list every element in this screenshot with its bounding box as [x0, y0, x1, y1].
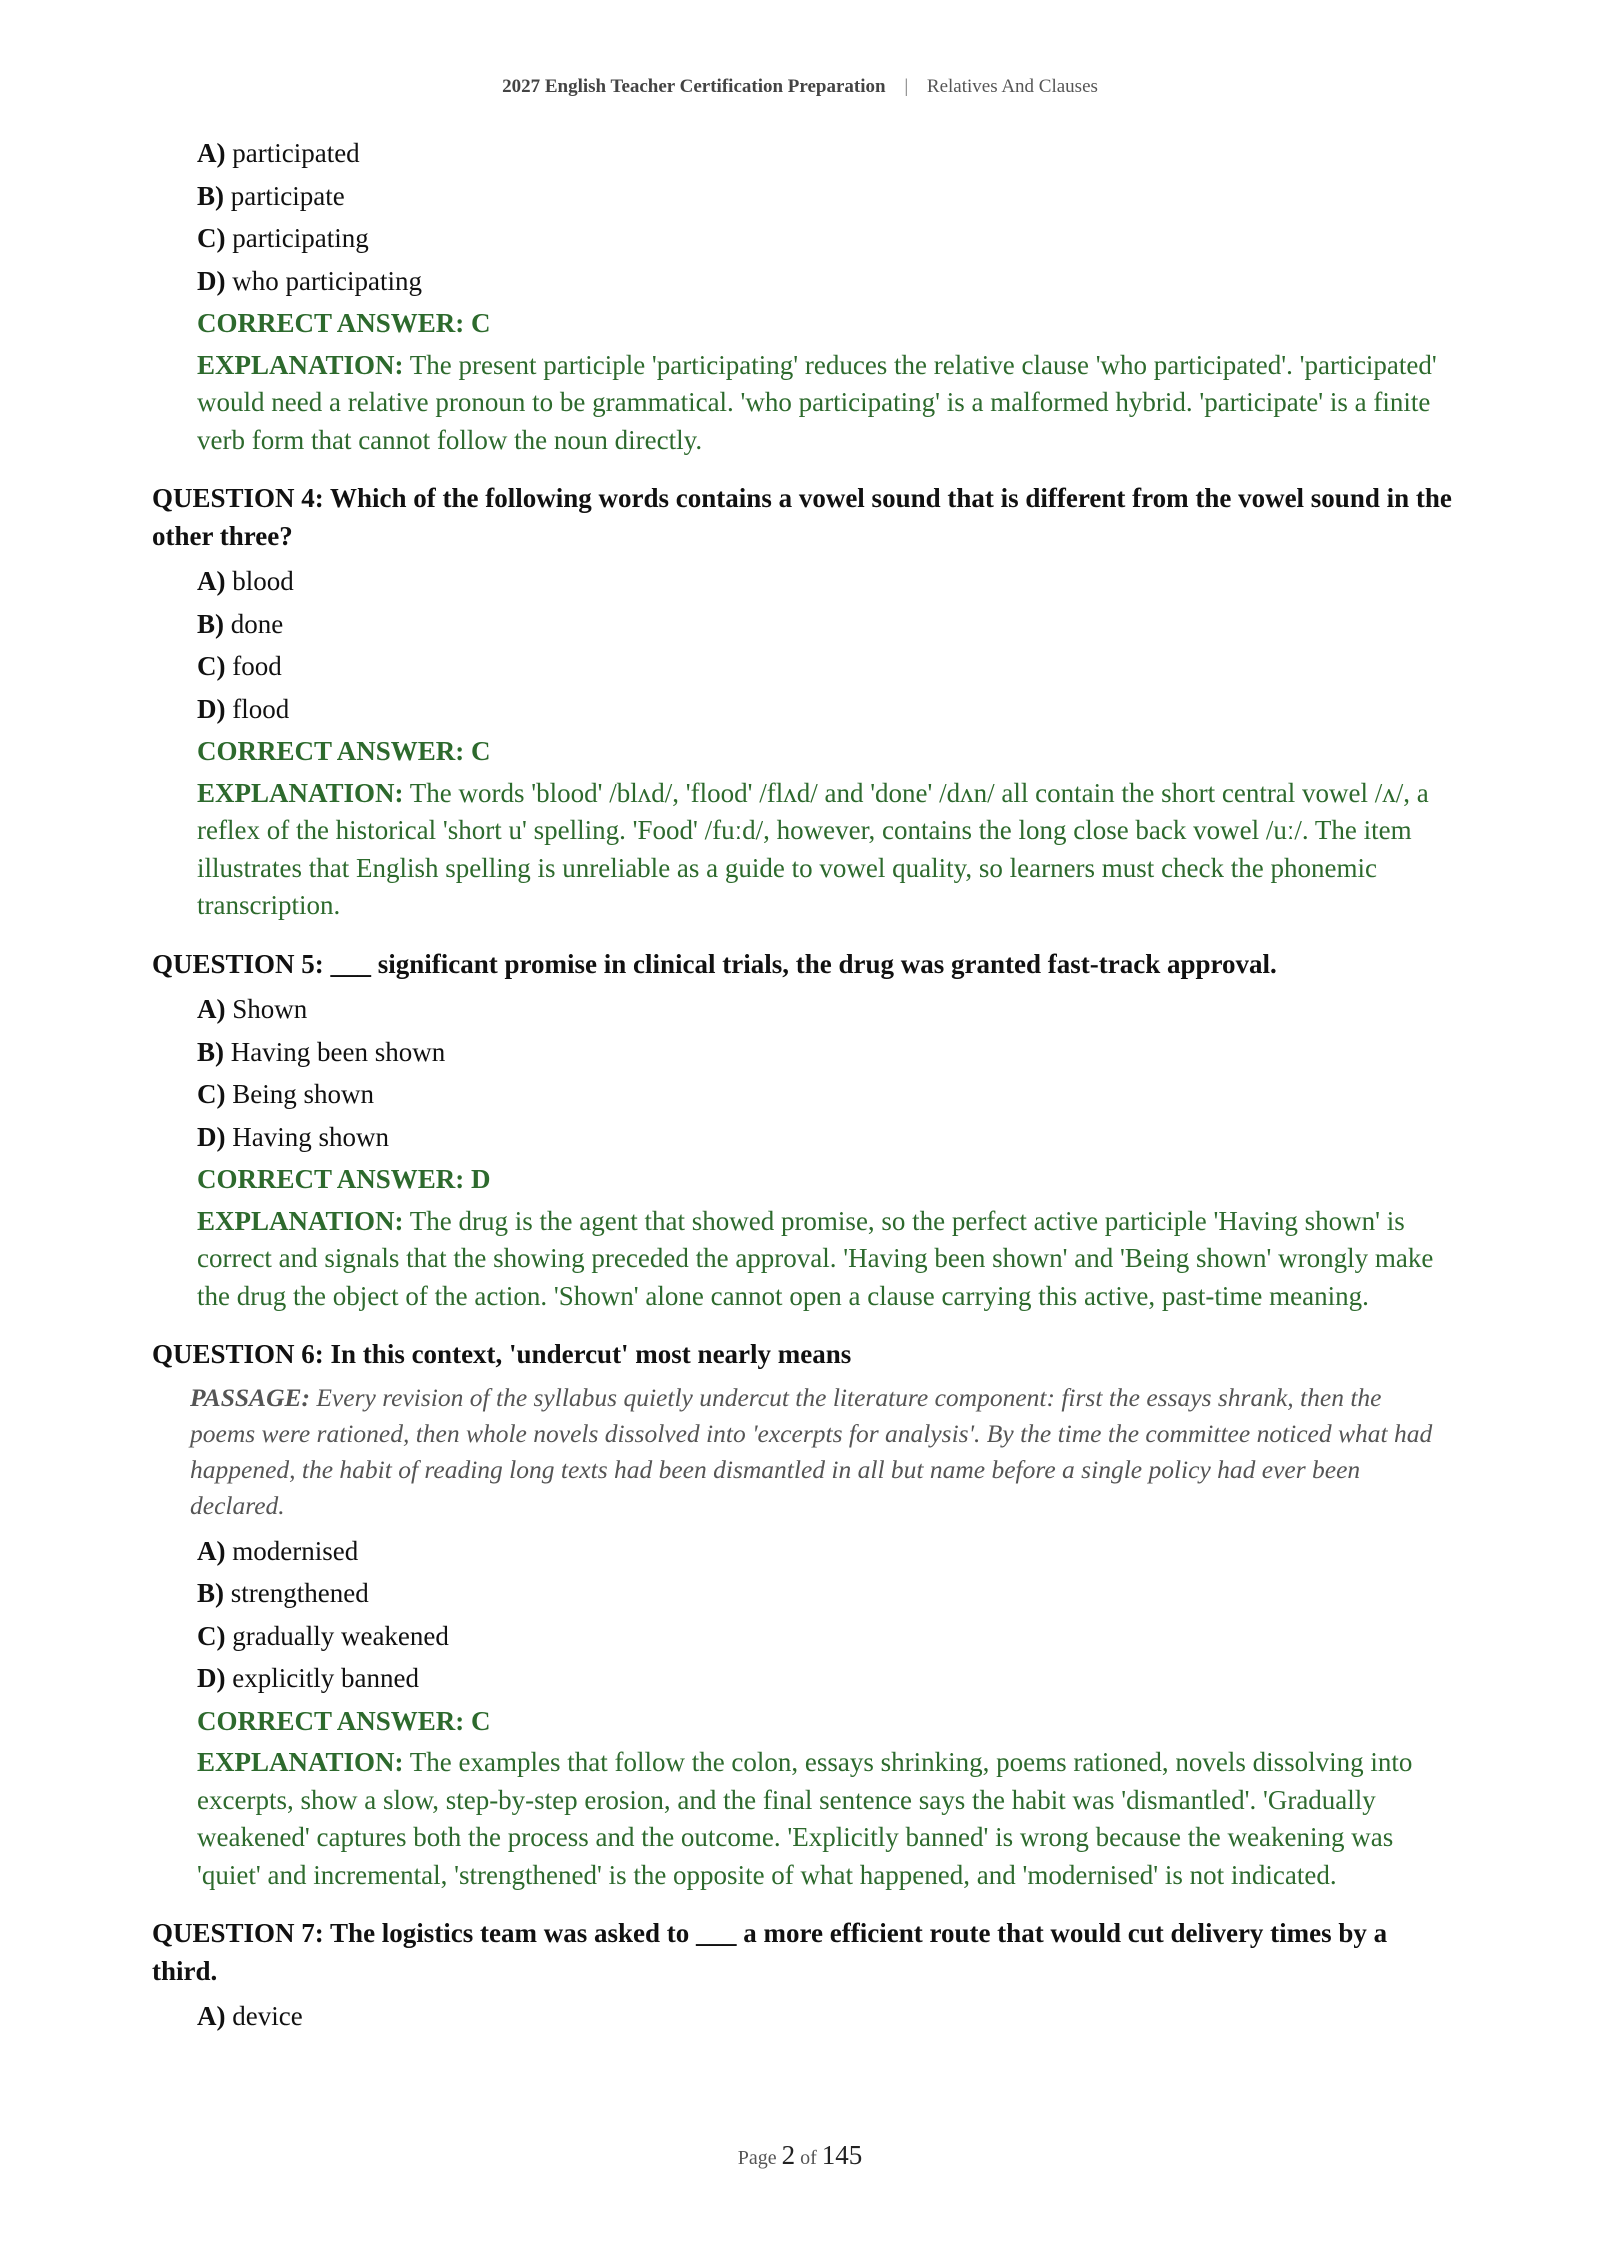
question-text: QUESTION 4: Which of the following words contains a vowel sound that is different from the vowel sound in the other three?: [152, 483, 1452, 551]
question-text: QUESTION 6: In this context, 'undercut' most nearly means: [152, 1339, 852, 1369]
running-header: [0, 76, 1600, 98]
page-content: [152, 132, 1452, 2038]
explanation: EXPLANATION: The drug is the agent that showed promise, so the perfect active participle 'Having shown' is correct and signals that the showing preceded the approval. 'Having been shown' and 'Being shown' wrongly make the drug the object of the action. 'Shown' alone cannot open a clause carrying this active, past-time meaning.: [197, 1205, 1434, 1311]
question-6-block: [152, 1336, 1452, 1894]
option-d: D) explicitly banned: [197, 1663, 419, 1693]
option-a: A) participated: [197, 138, 360, 168]
explanation: EXPLANATION: The present participle 'participating' reduces the relative clause 'who participated'. 'participated' would need a relative pronoun to be grammatical. 'who participating' is a malformed hybrid. 'participate' is a finite verb form that cannot follow the noun directly.: [197, 349, 1437, 455]
option-b: B) strengthened: [197, 1578, 369, 1608]
explanation: EXPLANATION: The examples that follow the colon, essays shrinking, poems rationed, novels dissolving into excerpts, show a slow, step-by-step erosion, and the final sentence says the habit was 'dismantled'. 'Gradually weakened' captures both the process and the outcome. 'Explicitly banned' is wrong because the weakening was 'quiet' and incremental, 'strengthened' is the opposite of what happened, and 'modernised' is not indicated.: [197, 1747, 1413, 1890]
option-b: B) Having been shown: [197, 1036, 446, 1067]
correct-answer: CORRECT ANSWER: C: [197, 1705, 491, 1736]
option-c: C) food: [197, 651, 282, 681]
document-title: 2027 English Teacher Certification Preparation: [502, 76, 886, 97]
answer-options: [197, 560, 1452, 730]
option-d: D) Having shown: [197, 1121, 389, 1152]
option-c: C) Being shown: [197, 1079, 374, 1109]
question-text: QUESTION 7: The logistics team was asked to ___ a more efficient route that would cut delivery times by a third.: [152, 1918, 1388, 1986]
of-label: of: [800, 2147, 817, 2169]
section-title: Relatives And Clauses: [926, 76, 1098, 97]
option-a: A) device: [197, 2001, 303, 2031]
option-c: C) participating: [197, 223, 369, 253]
answer-options: [197, 988, 1452, 1158]
header-separator: |: [904, 76, 909, 97]
correct-answer: CORRECT ANSWER: D: [197, 1164, 491, 1194]
question-3-block: [152, 132, 1452, 459]
option-d: D) who participating: [197, 265, 422, 296]
answer-options: [197, 1995, 1452, 2038]
page-total: 145: [821, 2140, 863, 2170]
passage: PASSAGE: Every revision of the syllabus quietly undercut the literature component: first the essays shrank, then the poems were rationed, then whole novels dissolved into 'excerpts for analysis'. By the time the committee noticed what had happened, the habit of reading long texts had been dismantled in all but name before a single policy had ever been declared.: [190, 1382, 1433, 1520]
option-a: A) blood: [197, 566, 294, 596]
answer-options: [197, 1530, 1452, 1700]
page-footer: [0, 2140, 1600, 2171]
page-label: Page: [737, 2147, 777, 2169]
option-b: B) done: [197, 608, 284, 639]
correct-answer: CORRECT ANSWER: C: [197, 736, 491, 766]
option-d: D) flood: [197, 693, 290, 724]
option-a: A) Shown: [197, 994, 308, 1024]
question-text: QUESTION 5: ___ significant promise in clinical trials, the drug was granted fast-track approval.: [152, 948, 1277, 979]
correct-answer: CORRECT ANSWER: C: [197, 308, 491, 338]
question-7-block: [152, 1915, 1452, 2038]
option-c: C) gradually weakened: [197, 1620, 449, 1651]
question-4-block: [152, 480, 1452, 925]
option-b: B) participate: [197, 180, 345, 211]
explanation: EXPLANATION: The words 'blood' /blʌd/, 'flood' /flʌd/ and 'done' /dʌn/ all contain the short central vowel /ʌ/, a reflex of the historical 'short u' spelling. 'Food' /fuːd/, however, contains the long close back vowel /uː/. The item illustrates that English spelling is unreliable as a guide to vowel quality, so learners must check the phonemic transcription.: [197, 777, 1429, 920]
question-5-block: [152, 946, 1452, 1316]
option-a: A) modernised: [197, 1535, 359, 1566]
answer-options: [197, 132, 1452, 302]
page-number: 2: [781, 2140, 796, 2170]
